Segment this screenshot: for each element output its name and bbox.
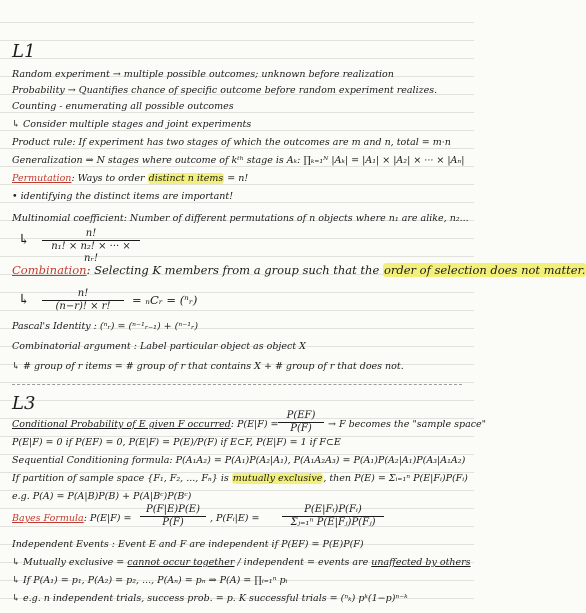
product-rule-line: Product rule: If experiment has two stages of which the outcomes are m and n, total = m·n xyxy=(12,137,451,148)
multinomial-line: Multinomial coefficient: Number of different permutations of n objects where n₁ are alike, n₂... xyxy=(12,213,469,224)
independent-underline: unaffected by others xyxy=(371,557,471,568)
mutually-exclusive-line xyxy=(12,556,470,569)
permutation-line xyxy=(12,172,470,185)
sequential-conditioning-line: Sequential Conditioning formula: P(A₁A₂) = P(A₁)P(A₂|A₁), P(A₁A₂A₃) = P(A₁)P(A₂|A₁)P(A₃|A₁A₂) xyxy=(12,455,466,466)
combinatorial-argument-line: Combinatorial argument : Label particular object as object X xyxy=(12,341,306,352)
combination-highlight: order of selection does not matter. xyxy=(383,263,586,277)
permutation-text: : Ways to order xyxy=(71,173,148,184)
partition-formula: , then P(E) = Σᵢ₌₁ⁿ P(E|Fᵢ)P(Fᵢ) xyxy=(323,473,468,484)
partition-line xyxy=(12,472,470,485)
combination-label: Combination xyxy=(12,263,87,277)
binomial-example-line: ↳ e.g. n independent trials, success prob. = p. K successful trials = (ⁿₖ) pᵏ(1−p)ⁿ⁻ᵏ xyxy=(12,593,408,604)
combination-line xyxy=(12,263,586,277)
pascal-identity-line: Pascal's Identity : (ⁿᵣ) = (ⁿ⁻¹ᵣ₋₁) + (ⁿ⁻¹ᵣ) xyxy=(12,321,199,332)
random-experiment-line: Random experiment → multiple possible outcomes; unknown before realization xyxy=(12,69,394,80)
bayes-label: Bayes Formula xyxy=(12,513,84,524)
conditional-fraction xyxy=(278,410,324,435)
conditional-numerator: P(EF) xyxy=(278,410,324,423)
partition-highlight: mutually exclusive xyxy=(232,473,323,484)
permutation-result: = n! xyxy=(224,173,249,184)
ruled-line xyxy=(0,382,474,383)
combinatorial-note: ↳ # group of r items = # group of r that contains X + # group of r that does not. xyxy=(12,361,404,372)
conditional-label: Conditional Probability of E given F occurred xyxy=(12,419,231,430)
ruled-line xyxy=(0,22,474,23)
mutually-underline: cannot occur together xyxy=(127,557,235,568)
mutually-mid: / independent = events are xyxy=(234,557,372,568)
probability-line: Probability → Quantifies chance of specific outcome before random experiment realizes. xyxy=(12,85,438,96)
permutation-highlight: distinct n items xyxy=(148,173,224,184)
conditional-denominator: P(F) xyxy=(290,423,312,434)
bayes-fraction xyxy=(140,504,206,529)
section-divider xyxy=(12,384,462,385)
bayes-general-fraction xyxy=(282,504,384,529)
bayes-mid: , P(Fᵢ|E) = xyxy=(210,513,260,524)
product-independent-line: ↳ If P(A₁) = p₁, P(A₂) = p₂, ..., P(Aₙ) = pₙ ⇒ P(A) = ∏ᵢ₌₁ⁿ pᵢ xyxy=(12,575,288,586)
ruled-line xyxy=(0,526,474,527)
bayes-numerator: P(F|E)P(E) xyxy=(140,504,206,517)
counting-line: Counting - enumerating all possible outcomes xyxy=(12,101,234,112)
multinomial-numerator: n! xyxy=(42,228,140,241)
combination-text: : Selecting K members from a group such that the xyxy=(86,263,383,277)
independent-events-line: Independent Events : Event E and F are independent if P(EF) = P(E)P(F) xyxy=(12,539,364,550)
mutually-text: ↳ Mutually exclusive = xyxy=(12,557,128,568)
conditional-note: → F becomes the "sample space" xyxy=(328,419,487,430)
partition-example: e.g. P(A) = P(A|B)P(B) + P(A|Bᶜ)P(Bᶜ) xyxy=(12,491,192,502)
combination-formula: = ₙCᵣ = (ⁿᵣ) xyxy=(132,293,198,307)
partition-text: If partition of sample space {F₁, F₂, ..., Fₙ} is xyxy=(12,473,232,484)
bayes-lhs: : P(E|F) = xyxy=(83,513,132,524)
combination-numerator: n! xyxy=(42,288,124,301)
arrow-icon: ↳ xyxy=(18,232,30,248)
ruled-line xyxy=(0,40,474,41)
conditional-cases-line: P(E|F) = 0 if P(EF) = 0, P(E|F) = P(E)/P(F) if E⊂F, P(E|F) = 1 if F⊂E xyxy=(12,437,341,448)
permutation-label: Permutation xyxy=(12,173,72,184)
section-heading-l1: L1 xyxy=(12,41,36,62)
arrow-icon: ↳ xyxy=(18,292,30,308)
multinomial-fraction xyxy=(42,228,140,265)
bayes-denominator: P(F) xyxy=(162,517,184,528)
bayes-general-denominator: Σⱼ₌₁ⁿ P(E|Fⱼ)P(Fⱼ) xyxy=(290,517,376,528)
bayes-general-numerator: P(E|Fᵢ)P(Fᵢ) xyxy=(282,504,384,517)
section-heading-l3: L3 xyxy=(12,393,36,414)
conditional-lhs: : P(E|F) = xyxy=(230,419,279,430)
multinomial-denominator: n₁! × n₂! × ··· × nᵣ! xyxy=(51,241,131,264)
generalization-line: Generalization ⇒ N stages where outcome of kᵗʰ stage is Aₖ: ∏ₖ₌₁ᴺ |Aₖ| = |A₁| × |A₂| × ··· × |Aₙ| xyxy=(12,155,465,166)
combination-fraction xyxy=(42,288,124,313)
ruled-line xyxy=(0,508,474,509)
counting-note: ↳ Consider multiple stages and joint experiments xyxy=(12,119,252,130)
combination-denominator: (n−r)! × r! xyxy=(55,301,111,312)
permutation-note: • identifying the distinct items are important! xyxy=(12,191,234,202)
